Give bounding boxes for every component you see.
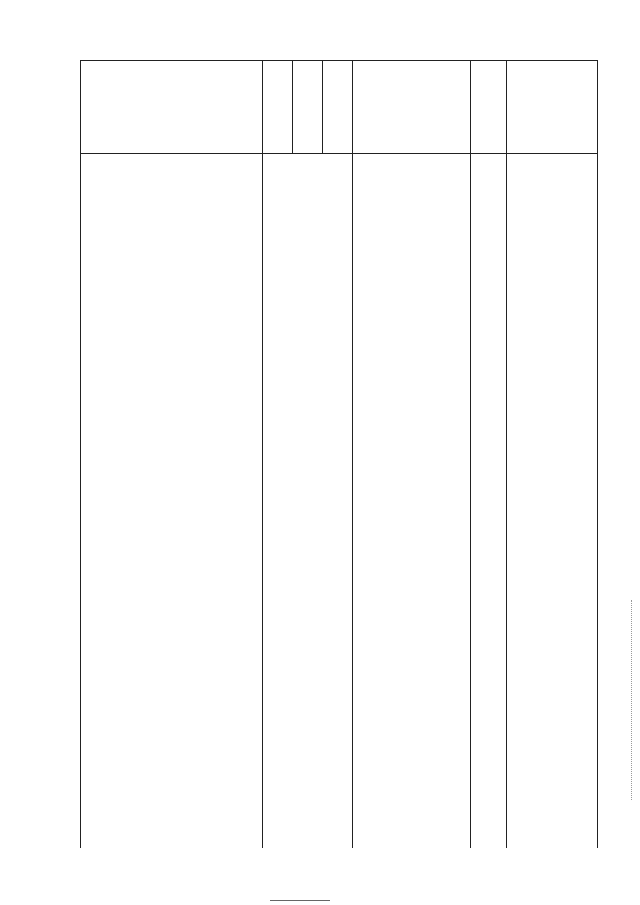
- scan-artifact: [631, 600, 634, 800]
- column-divider: [352, 61, 353, 848]
- budget-table: [80, 60, 598, 848]
- header-expense-group: [470, 61, 506, 153]
- header-target-article: [352, 61, 470, 153]
- header-name: [81, 61, 262, 153]
- column-divider: [292, 61, 293, 153]
- column-divider: [262, 61, 263, 848]
- header-subsection: [322, 61, 352, 153]
- header-department: [262, 61, 292, 153]
- header-amount: [506, 61, 597, 153]
- column-divider: [322, 61, 323, 153]
- column-divider: [506, 61, 507, 848]
- header-divider: [81, 153, 597, 154]
- scan-artifact: [270, 900, 330, 901]
- column-divider: [470, 61, 471, 848]
- header-section: [292, 61, 322, 153]
